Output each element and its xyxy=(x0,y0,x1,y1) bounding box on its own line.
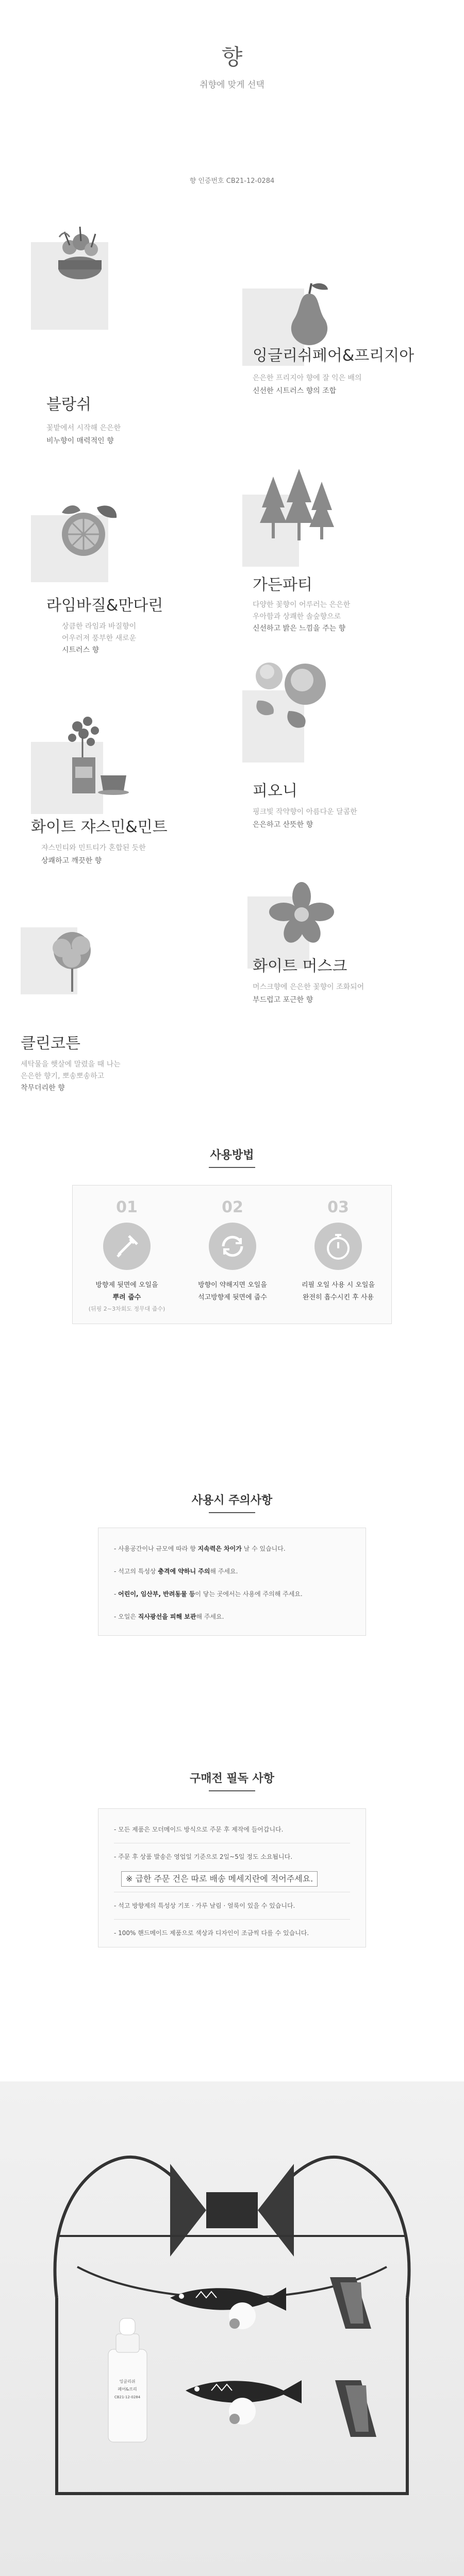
step-number: 01 xyxy=(116,1198,138,1216)
peony-icon xyxy=(247,654,345,747)
caution-row: - 어린이, 임산부, 반려동물 등이 닿는 곳에서는 사용에 주의해 주세요. xyxy=(114,1590,303,1598)
step-text: 석고방향제 뒷면에 줍수 xyxy=(198,1294,267,1301)
step-note: (뒤핑 2~3차회도 정무대 줍수) xyxy=(88,1306,165,1312)
purchase-row: - 석고 방향제의 특성상 기포 · 가루 날림 · 얼룩이 있을 수 있습니다. xyxy=(114,1902,295,1909)
divider xyxy=(114,1919,350,1920)
scent-desc: 다양한 꽃향이 어루러는 은은한 xyxy=(253,601,351,609)
step-text: 방향제 뒷면에 오일을 xyxy=(95,1281,158,1289)
scent-desc: 우아함과 상쾌한 솔숲향으로 xyxy=(253,613,341,621)
flower-icon xyxy=(263,876,340,953)
cotton-icon xyxy=(39,922,106,994)
product-illustration xyxy=(0,2081,464,2576)
usage-title: 사용방법 xyxy=(210,1149,254,1162)
usage-step-3 xyxy=(292,1198,385,1304)
purchase-box xyxy=(98,1808,366,1947)
scent-name: 라임바질&만다린 xyxy=(46,597,163,615)
certification-number: 향 인증번호 CB21-12-0284 xyxy=(189,177,275,185)
purchase-title: 구매전 필독 사항 xyxy=(189,1772,275,1785)
scent-desc: 비누향이 매력적인 향 xyxy=(46,437,114,445)
teacup-icon xyxy=(52,711,134,799)
svg-text:페어&프리: 페어&프리 xyxy=(118,2387,137,2392)
vent-clip-2 xyxy=(335,2380,376,2437)
svg-text:CB21-12-0284: CB21-12-0284 xyxy=(114,2395,141,2399)
scent-name: 피오니 xyxy=(253,782,297,800)
scent-desc: 신선한 시트러스 향의 조합 xyxy=(253,387,337,395)
usage-step-2 xyxy=(186,1198,279,1304)
scent-desc: 세탁물을 햇살에 말렸을 때 나는 xyxy=(21,1060,121,1069)
pear-icon xyxy=(278,278,340,350)
caution-row: - 오일은 직사광선을 피해 보관해 주세요. xyxy=(114,1613,224,1620)
product-photo xyxy=(0,2081,464,2576)
scent-desc: 은은한 향기, 뽀송뽀송하고 xyxy=(21,1072,105,1080)
refresh-icon xyxy=(209,1223,256,1270)
scent-section-title: 향 xyxy=(221,44,243,70)
divider xyxy=(209,1167,255,1168)
scent-desc: 부드럽고 포근한 향 xyxy=(253,996,313,1004)
divider xyxy=(209,1512,255,1513)
fish-diffuser-1 xyxy=(170,2287,286,2329)
usage-box xyxy=(72,1185,392,1324)
svg-text:잉글리쉬: 잉글리쉬 xyxy=(119,2379,136,2384)
scent-desc: 은은한 프리지아 향에 잘 익은 배의 xyxy=(253,374,362,382)
caution-row: - 석고의 특성상 충격에 약하니 주의해 주세요. xyxy=(114,1568,238,1575)
step-number: 03 xyxy=(327,1198,349,1216)
timer-icon xyxy=(314,1223,362,1270)
scent-desc: 신선하고 밝은 느낌을 주는 향 xyxy=(253,624,346,633)
scent-name: 화이트 머스크 xyxy=(253,957,347,975)
scent-name: 화이트 쟈스민&민트 xyxy=(31,818,168,836)
vent-clip-1 xyxy=(330,2277,371,2329)
scent-desc: 핑크빛 작약향이 아름다운 달콤한 xyxy=(253,808,357,816)
scent-section-subtitle: 취향에 맞게 선택 xyxy=(200,80,264,90)
scent-name: 클린코튼 xyxy=(21,1035,80,1053)
caution-box xyxy=(98,1528,366,1636)
scent-desc: 상쾌하고 깨끗한 향 xyxy=(41,857,102,865)
scent-desc: 쟈스민티와 민트티가 혼합된 듯한 xyxy=(41,844,146,852)
urgent-order-note: ※ 급한 주문 건은 따로 배송 메세지란에 적어주세요. xyxy=(121,1871,318,1887)
dropper-icon xyxy=(103,1223,151,1270)
fish-diffuser-2 xyxy=(186,2380,302,2425)
lime-icon xyxy=(52,497,124,564)
scent-desc: 어우러져 풍부한 새로운 xyxy=(62,634,137,642)
scent-desc: 꽃밭에서 시작해 은은한 xyxy=(46,424,121,432)
divider xyxy=(209,1790,255,1791)
scent-desc: 착무더리한 향 xyxy=(21,1084,65,1092)
caution-row: - 사용공간이나 규모에 따라 향 지속력은 차이가 날 수 있습니다. xyxy=(114,1545,286,1552)
scent-name: 가든파티 xyxy=(253,576,312,594)
trees-icon xyxy=(258,466,335,544)
usage-step-1 xyxy=(80,1198,173,1314)
step-text: 뿌려 줍수 xyxy=(112,1294,141,1301)
step-text: 방향이 약해지면 오일을 xyxy=(198,1281,267,1289)
scent-desc: 시트러스 향 xyxy=(62,646,100,654)
scent-desc: 머스크향에 은은한 꽃향이 조화되어 xyxy=(253,983,364,991)
scent-desc: 은은하고 산뜻한 향 xyxy=(253,821,313,829)
scent-name: 블랑쉬 xyxy=(46,396,91,414)
step-text: 리필 오일 사용 시 오일을 xyxy=(301,1281,375,1289)
step-number: 02 xyxy=(222,1198,243,1216)
caution-title: 사용시 주의사항 xyxy=(191,1494,273,1507)
step-text: 완전히 흡수시킨 후 사용 xyxy=(303,1294,374,1301)
purchase-row: - 100% 핸드메이드 제품으로 색상과 디자인이 조금씩 다를 수 있습니다. xyxy=(114,1929,309,1937)
purchase-row: - 주문 후 상품 발송은 영업일 기준으로 2일~5일 정도 소요됩니다. xyxy=(114,1853,293,1860)
purchase-row: - 모든 제품은 모더메이드 방식으로 주문 후 제작에 들어갑니다. xyxy=(114,1826,284,1833)
bouquet-icon xyxy=(49,216,111,289)
scent-desc: 상큼한 라임과 바질향이 xyxy=(62,622,137,631)
scent-name: 잉글리쉬페어&프리지아 xyxy=(253,347,415,365)
